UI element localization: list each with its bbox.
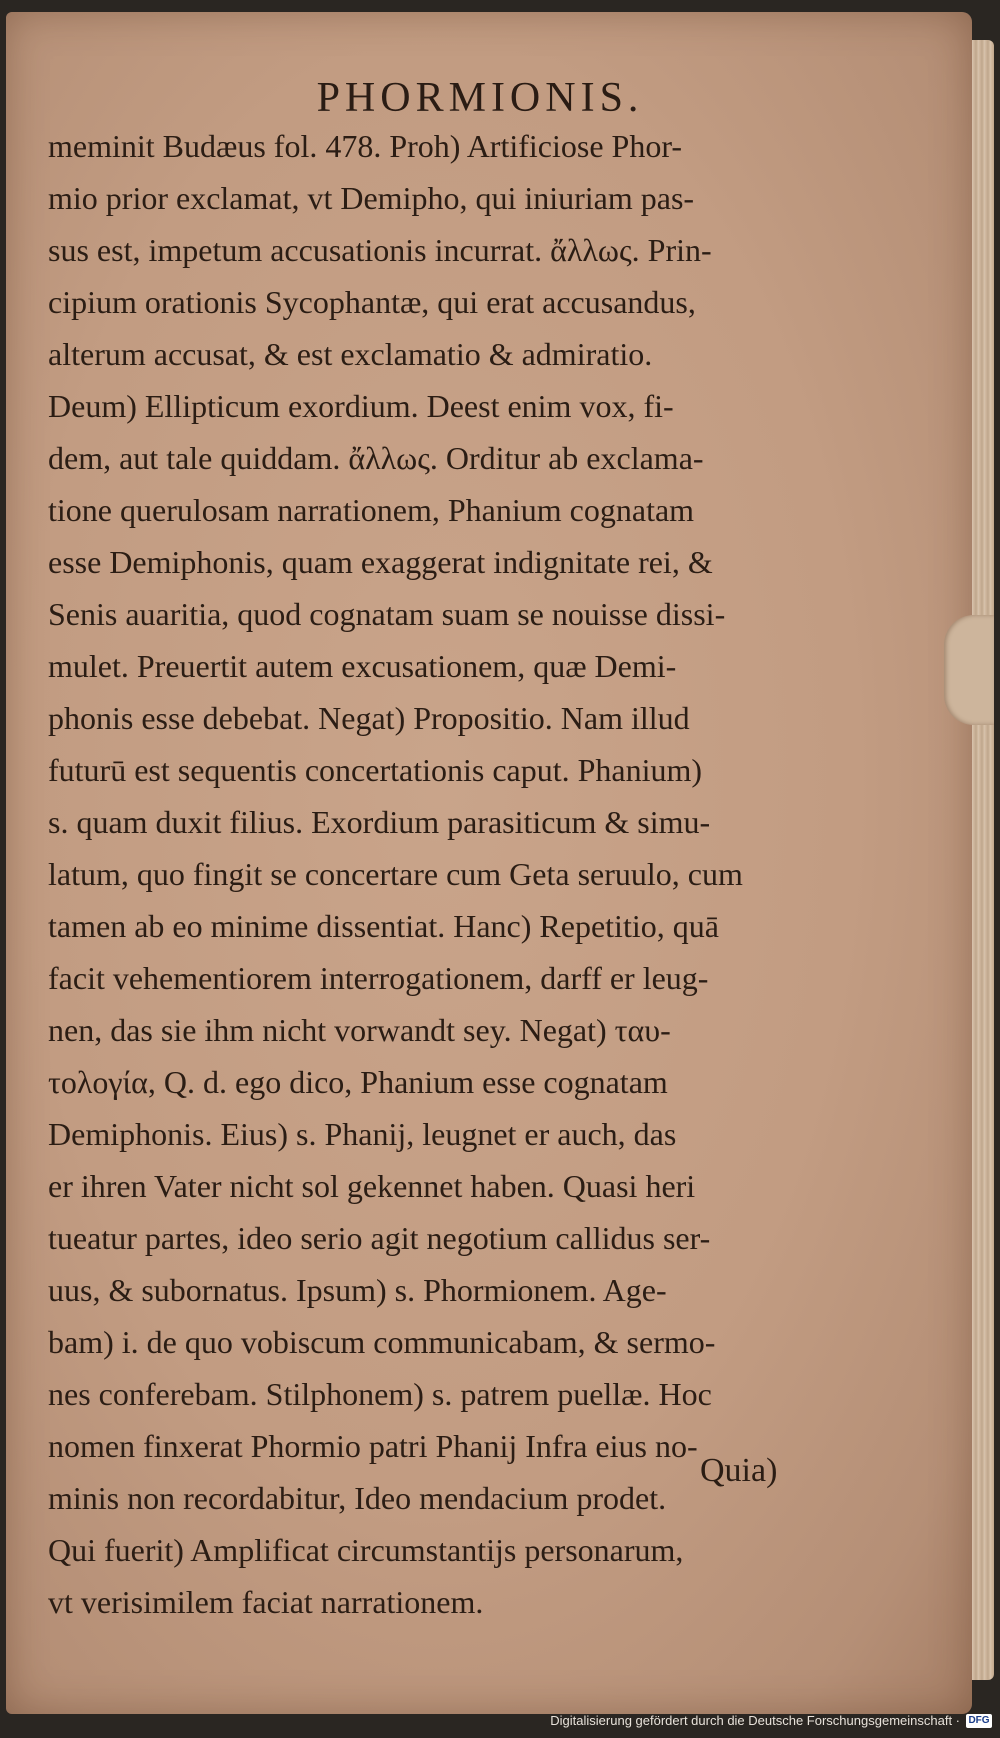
text-line: sus est, impetum accusationis incurrat. ἄλλως. Prin-	[48, 232, 712, 268]
text-line: minis non recordabitur, Ideo mendacium prodet.	[48, 1480, 667, 1516]
text-line: tueatur partes, ideo serio agit negotium callidus ser-	[48, 1220, 711, 1256]
text-line: nen, das sie ihm nicht vorwandt sey. Negat) ταυ-	[48, 1012, 671, 1048]
text-line: facit vehementiorem interrogationem, darff er leug-	[48, 960, 709, 996]
body-text	[48, 120, 818, 1628]
digitization-credit	[550, 1710, 992, 1732]
text-line: nes conferebam. Stilphonem) s. patrem puellæ. Hoc	[48, 1376, 712, 1412]
text-line: Qui fuerit) Amplificat circumstantijs personarum,	[48, 1532, 684, 1568]
text-line: phonis esse debebat. Negat) Propositio. Nam illud	[48, 700, 690, 736]
text-line: vt verisimilem faciat narrationem.	[48, 1584, 484, 1620]
text-line: futurū est sequentis concertationis caput. Phanium)	[48, 752, 703, 788]
text-line: mio prior exclamat, vt Demipho, qui iniuriam pas-	[48, 180, 695, 216]
text-line: bam) i. de quo vobiscum communicabam, & sermo-	[48, 1324, 716, 1360]
text-line: mulet. Preuertit autem excusationem, quæ Demi-	[48, 648, 677, 684]
text-line: uus, & subornatus. Ipsum) s. Phormionem. Age-	[48, 1272, 667, 1308]
page-edge	[972, 40, 994, 1680]
text-line: Demiphonis. Eius) s. Phanij, leugnet er auch, das	[48, 1116, 677, 1152]
credit-text: Digitalisierung gefördert durch die Deutsche Forschungsgemeinschaft ·	[550, 1713, 960, 1728]
text-line: Senis auaritia, quod cognatam suam se nouisse dissi-	[48, 596, 726, 632]
text-line: Deum) Ellipticum exordium. Deest enim vox, fi-	[48, 388, 674, 424]
text-line: esse Demiphonis, quam exaggerat indignitate rei, &	[48, 544, 713, 580]
text-line: nomen finxerat Phormio patri Phanij Infra eius no-	[48, 1428, 698, 1464]
text-line: cipium orationis Sycophantæ, qui erat accusandus,	[48, 284, 696, 320]
text-line: er ihren Vater nicht sol gekennet haben. Quasi heri	[48, 1168, 696, 1204]
text-line: alterum accusat, & est exclamatio & admiratio.	[48, 336, 653, 372]
dfg-logo-icon: DFG	[966, 1714, 992, 1728]
text-line: τολογία, Q. d. ego dico, Phanium esse cognatam	[48, 1064, 668, 1100]
text-line: tione querulosam narrationem, Phanium cognatam	[48, 492, 695, 528]
text-line: tamen ab eo minime dissentiat. Hanc) Repetitio, quā	[48, 908, 719, 944]
catchword: Quia)	[700, 1452, 778, 1489]
text-line: latum, quo fingit se concertare cum Geta seruulo, cum	[48, 856, 743, 892]
text-line: dem, aut tale quiddam. ἄλλως. Orditur ab exclama-	[48, 440, 704, 476]
text-line: s. quam duxit filius. Exordium parasiticum & simu-	[48, 804, 711, 840]
page-fold	[944, 615, 994, 725]
running-head: PHORMIONIS.	[316, 75, 644, 121]
text-line: meminit Budæus fol. 478. Proh) Artificiose Phor-	[48, 128, 682, 164]
